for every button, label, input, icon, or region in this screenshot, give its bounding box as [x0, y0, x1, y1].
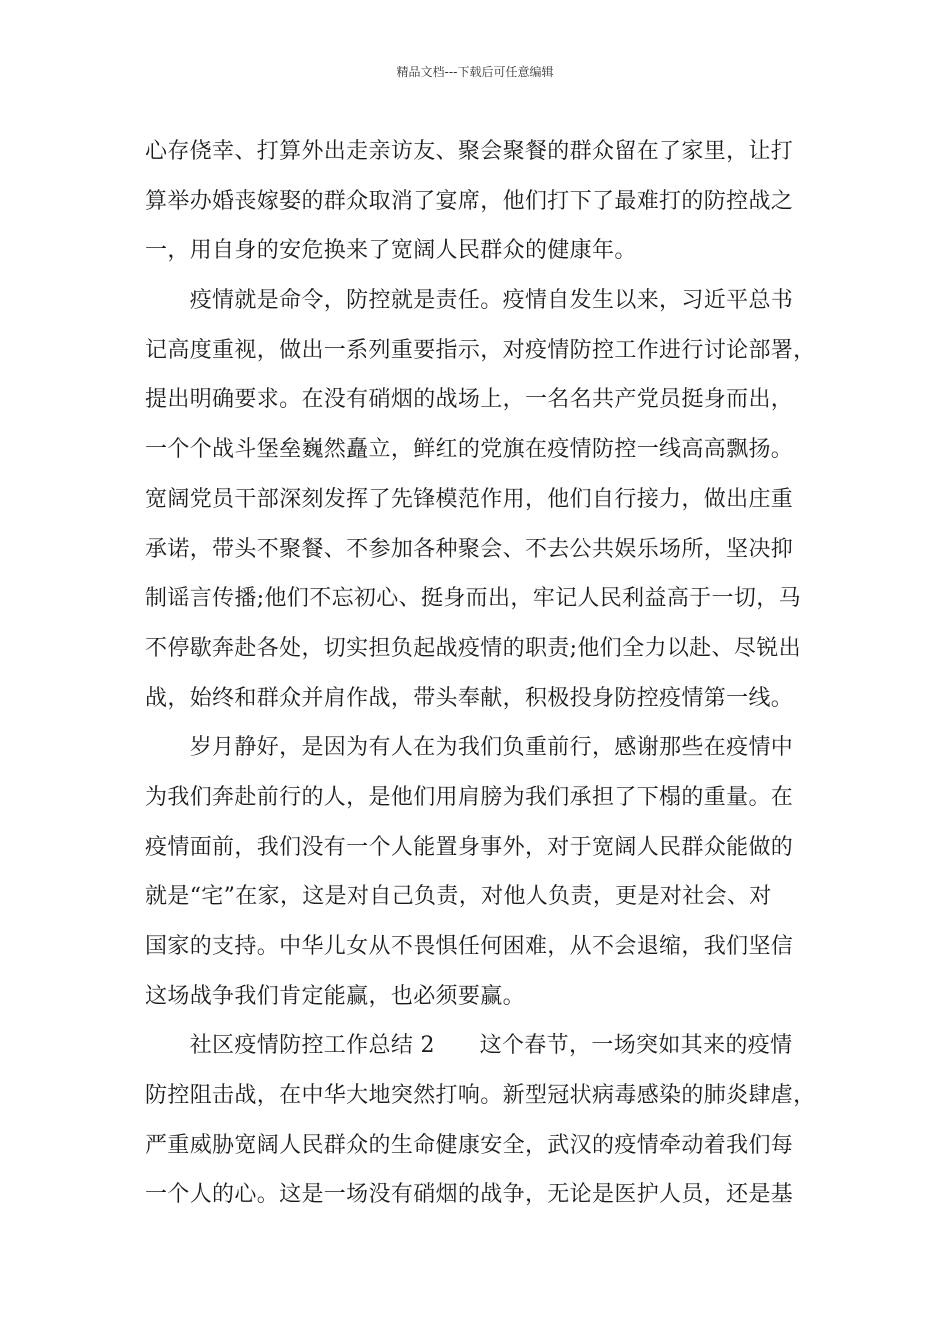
text-line: 一个个战斗堡垒巍然矗立，鲜红的党旗在疫情防控一线高高飘扬。 — [145, 437, 794, 463]
text-line: 心存侥幸、打算外出走亲访友、聚会聚餐的群众留在了家里，让打 — [145, 139, 794, 164]
text-line: 岁月静好，是因为有人在为我们负重前行，感谢那些在疫情中 — [145, 735, 794, 761]
text-line: 疫情面前，我们没有一个人能置身事外，对于宽阔人民群众能做的 — [145, 834, 794, 860]
text-line: 为我们奔赴前行的人，是他们用肩膀为我们承担了下榻的重量。在 — [145, 784, 794, 810]
body-text — [145, 136, 825, 1229]
text-line: 战，始终和群众并肩作战，带头奉献，积极投身防控疫情第一线。 — [145, 685, 794, 711]
text-line: 承诺，带头不聚餐、不参加各种聚会、不去公共娱乐场所，坚决抑 — [145, 536, 794, 562]
text-line: 一个人的心。这是一场没有硝烟的战争，无论是医护人员，还是基 — [145, 1182, 794, 1208]
text-line: 不停歇奔赴各处，切实担负起战疫情的职责;他们全力以赴、尽锐出 — [145, 635, 801, 661]
page-header: 精品文档---下载后可任意编辑 — [396, 65, 554, 79]
text-line: 这场战争我们肯定能赢，也必须要赢。 — [145, 983, 525, 1009]
text-line: 就是“宅”在家，这是对自己负责，对他人负责，更是对社会、对 — [145, 884, 772, 910]
text-line: 一，用自身的安危换来了宽阔人民群众的健康年。 — [145, 238, 637, 264]
text-line: 宽阔党员干部深刻发挥了先锋模范作用，他们自行接力，做出庄重 — [145, 486, 794, 512]
text-line: 社区疫情防控工作总结 2 这个春节，一场突如其来的疫情 — [145, 1033, 793, 1059]
text-line: 严重威胁宽阔人民群众的生命健康安全，武汉的疫情牵动着我们每 — [145, 1132, 794, 1158]
text-line: 算举办婚丧嫁娶的群众取消了宴席，他们打下了最难打的防控战之 — [145, 188, 794, 214]
text-line: 记高度重视，做出一系列重要指示，对疫情防控工作进行讨论部署， — [145, 337, 816, 363]
text-line: 提出明确要求。在没有硝烟的战场上，一名名共产党员挺身而出， — [145, 387, 794, 413]
text-line: 制谣言传播;他们不忘初心、挺身而出，牢记人民利益高于一切，马 — [145, 586, 801, 612]
text-line: 国家的支持。中华儿女从不畏惧任何困难，从不会退缩，我们坚信 — [145, 934, 794, 959]
text-line: 防控阻击战，在中华大地突然打响。新型冠状病毒感染的肺炎肆虐， — [145, 1083, 816, 1109]
text-line: 疫情就是命令，防控就是责任。疫情自发生以来，习近平总书 — [145, 288, 794, 314]
